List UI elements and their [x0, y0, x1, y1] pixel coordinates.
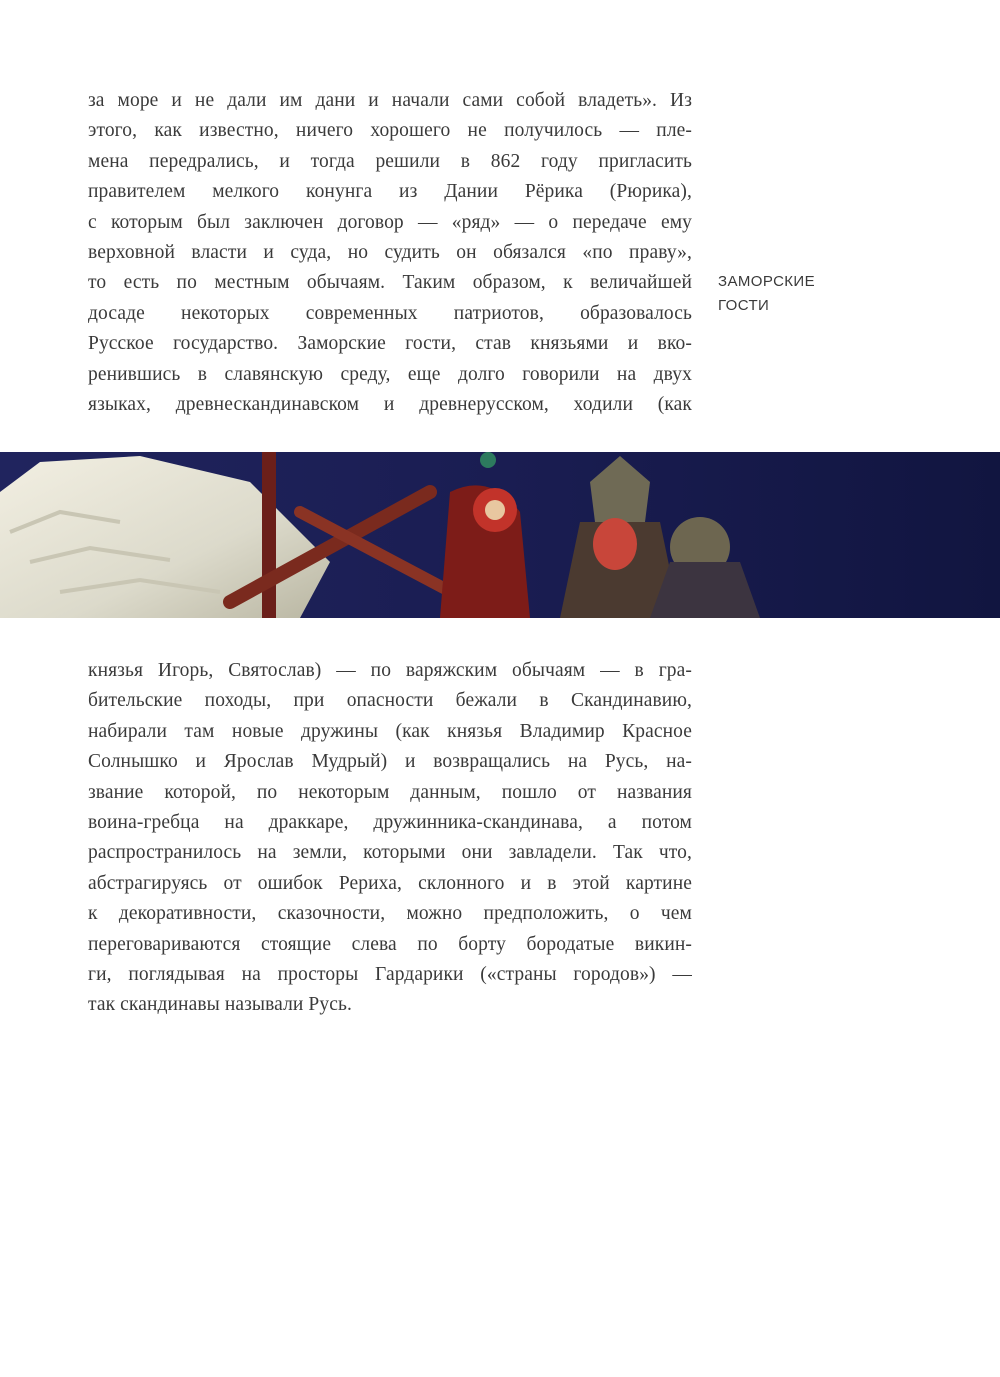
- body-text-top: [88, 86, 692, 420]
- text-line: правителем мелкого конунга из Дании Рёрика (Рюрика),: [88, 181, 692, 203]
- painting-shield-boss: [485, 500, 505, 520]
- text-line: Русское государство. Заморские гости, став князьями и вко-: [88, 333, 692, 355]
- painting-gem: [480, 452, 496, 468]
- text-line: ги, поглядывая на просторы Гардарики («страны городов») —: [88, 963, 692, 985]
- body-text-bottom: [88, 656, 692, 1021]
- text-line: то есть по местным обычаям. Таким образом, к величайшей: [88, 272, 692, 294]
- text-line: за море и не дали им дани и начали сами собой владеть». Из: [88, 90, 692, 111]
- text-line: Солнышко и Ярослав Мудрый) и возвращались на Русь, на-: [88, 751, 692, 773]
- text-line: распространилось на земли, которыми они завладели. Так что,: [88, 842, 692, 864]
- text-line: мена передрались, и тогда решили в 862 году пригласить: [88, 150, 692, 172]
- text-line: ренившись в славянскую среду, еще долго говорили на двух: [88, 363, 692, 385]
- text-line: к декоративности, сказочности, можно предположить, о чем: [88, 903, 692, 925]
- side-heading: [718, 270, 858, 318]
- text-line: звание которой, по некоторым данным, пошло от названия: [88, 781, 692, 803]
- text-line: бительские походы, при опасности бежали в Скандинавию,: [88, 690, 692, 712]
- painting-illustration: [0, 452, 1000, 618]
- text-line: языках, древнескандинавском и древнерусском, ходили (как: [88, 393, 692, 415]
- painting-mast: [262, 452, 276, 618]
- text-line: абстрагируясь от ошибок Рериха, склонного и в этой картине: [88, 872, 692, 894]
- side-heading-line: ГОСТИ: [718, 297, 770, 314]
- text-line: воина-гребца на драккаре, дружинника-скандинава, а потом: [88, 811, 692, 833]
- text-line: переговариваются стоящие слева по борту бородатые викин-: [88, 933, 692, 955]
- text-line: набирали там новые дружины (как князья Владимир Красное: [88, 720, 692, 742]
- text-line: так скандинавы называли Русь.: [88, 994, 352, 1016]
- text-line: с которым был заключен договор — «ряд» — о передаче ему: [88, 211, 692, 233]
- text-line: верховной власти и суда, но судить он обязался «по праву»,: [88, 241, 692, 263]
- text-line: досаде некоторых современных патриотов, образовалось: [88, 302, 692, 324]
- painting-image: [0, 452, 1000, 618]
- side-heading-line: ЗАМОРСКИЕ: [718, 273, 816, 290]
- painting-warrior-face: [593, 518, 637, 570]
- text-line: этого, как известно, ничего хорошего не получилось — пле-: [88, 120, 692, 142]
- text-line: князья Игорь, Святослав) — по варяжским обычаям — в гра-: [88, 660, 692, 681]
